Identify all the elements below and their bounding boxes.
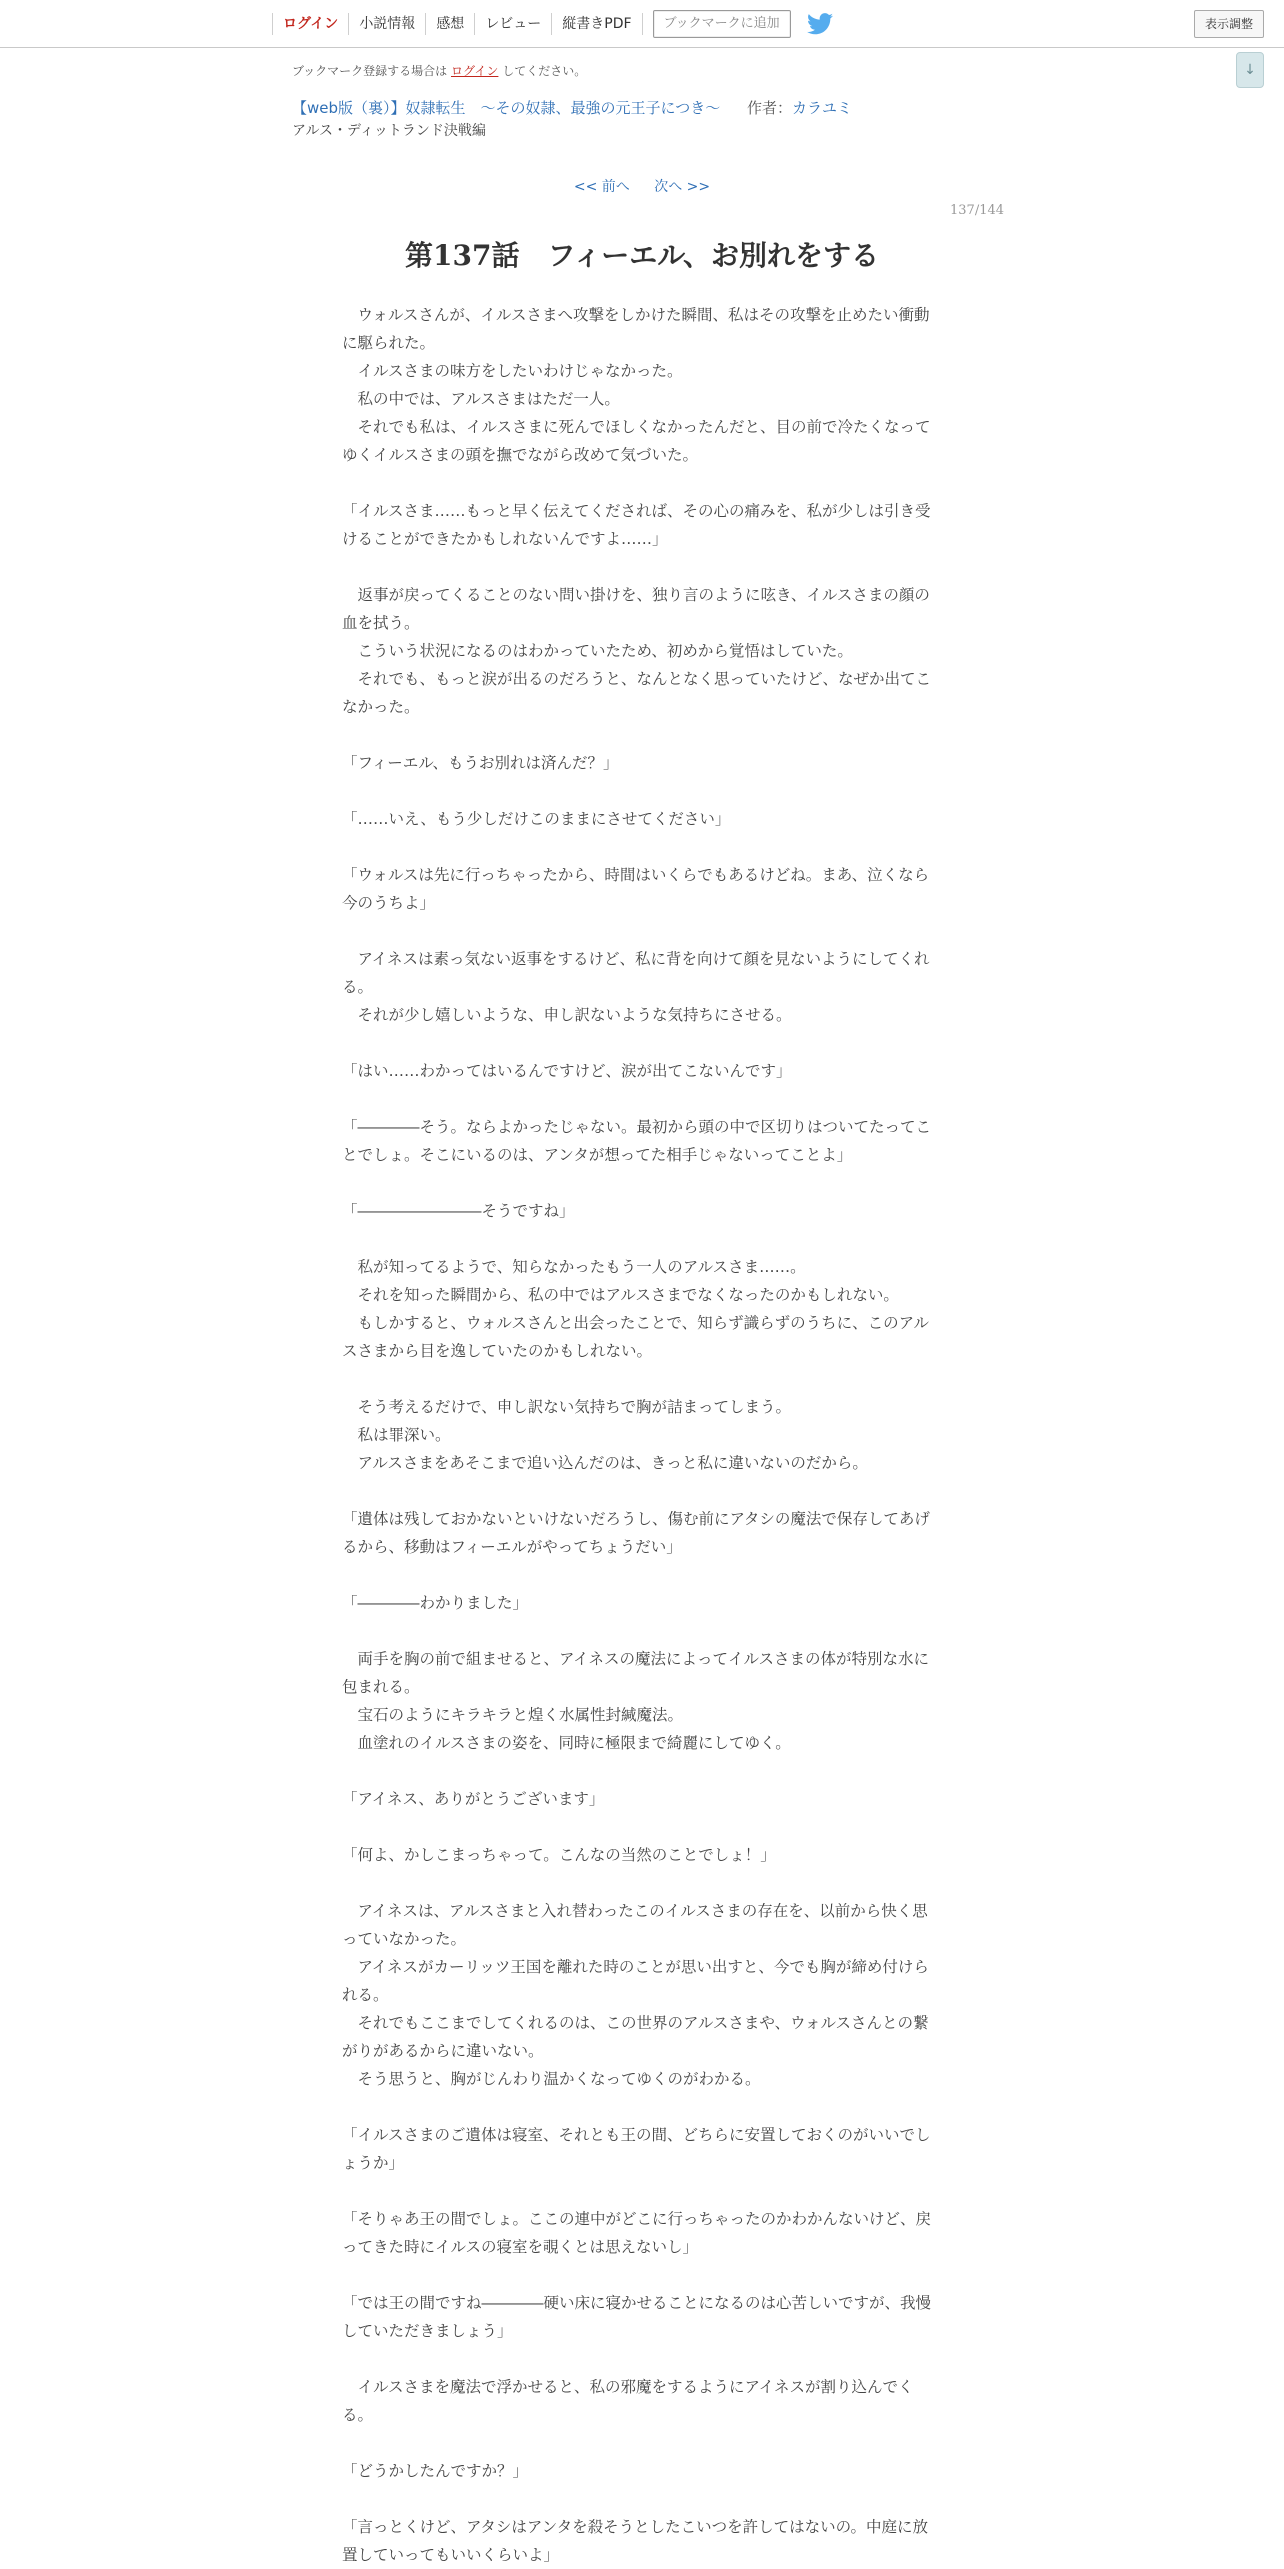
blank-line bbox=[342, 917, 936, 945]
bookmark-login-note bbox=[292, 62, 586, 79]
paragraph: 「遺体は残しておかないといけないだろうし、傷む前にアタシの魔法で保存してあげるから、移動はフィーエルがやってちょうだい」 bbox=[342, 1510, 930, 1556]
blank-line bbox=[342, 1757, 936, 1785]
chapter-body bbox=[342, 301, 936, 2569]
blank-line bbox=[342, 1813, 936, 1841]
nav-review-link[interactable]: レビュー bbox=[474, 13, 551, 35]
paragraph: それでも私は、イルスさまに死んでほしくなかったんだと、目の前で冷たくなってゆくイルスさまの頭を撫でながら改めて気づいた。 bbox=[342, 418, 931, 464]
paragraph: 私の中では、アルスさまはただ一人。 bbox=[342, 390, 620, 408]
paragraph: 「では王の間ですね――――硬い床に寝かせることになるのは心苦しいですが、我慢していただきましょう」 bbox=[342, 2294, 932, 2340]
paragraph: もしかすると、ウォルスさんと出会ったことで、知らず識らずのうちに、このアルスさまから目を逸していたのかもしれない。 bbox=[342, 1314, 929, 1360]
nav-novel-info-link[interactable]: 小説情報 bbox=[348, 13, 425, 35]
next-chapter-link[interactable]: 次へ >> bbox=[654, 179, 711, 195]
blank-line bbox=[342, 2345, 936, 2373]
blank-line bbox=[342, 2429, 936, 2457]
display-settings-button[interactable]: 表示調整 bbox=[1194, 10, 1264, 38]
nav-impressions-link[interactable]: 感想 bbox=[425, 13, 474, 35]
blank-line bbox=[342, 1365, 936, 1393]
twitter-bird-svg bbox=[807, 13, 833, 35]
paragraph: 私が知ってるようで、知らなかったもう一人のアルスさま……。 bbox=[342, 1258, 806, 1276]
series-info bbox=[292, 97, 852, 118]
blank-line bbox=[342, 2261, 936, 2289]
series-title-link[interactable]: 【web版（裏）】奴隷転生 ～その奴隷、最強の元王子につき～ bbox=[292, 99, 721, 117]
add-bookmark-button[interactable]: ブックマークに追加 bbox=[653, 10, 791, 38]
paragraph: それが少し嬉しいような、申し訳ないような気持ちにさせる。 bbox=[342, 1006, 792, 1024]
blank-line bbox=[342, 1029, 936, 1057]
login-note-suffix: してください。 bbox=[502, 64, 587, 78]
paragraph: アイネスがカーリッツ王国を離れた時のことが思い出すと、今でも胸が締め付けられる。 bbox=[342, 1958, 929, 2004]
blank-line bbox=[342, 469, 936, 497]
paragraph: アイネスは、アルスさまと入れ替わったこのイルスさまの存在を、以前から快く思っていなかった。 bbox=[342, 1902, 928, 1948]
paragraph: 「――――わかりました」 bbox=[342, 1594, 529, 1612]
prev-chapter-link[interactable]: << 前へ bbox=[573, 179, 630, 195]
paragraph: 「……いえ、もう少しだけこのままにさせてください」 bbox=[342, 810, 731, 828]
paragraph: アイネスは素っ気ない返事をするけど、私に背を向けて顔を見ないようにしてくれる。 bbox=[342, 950, 930, 996]
login-note-prefix: ブックマーク登録する場合は bbox=[292, 64, 448, 78]
paragraph: イルスさまの味方をしたいわけじゃなかった。 bbox=[342, 362, 683, 380]
blank-line bbox=[342, 553, 936, 581]
nav-pdf-link[interactable]: 縦書きPDF bbox=[551, 13, 642, 35]
paragraph: 「フィーエル、もうお別れは済んだ？」 bbox=[342, 754, 619, 772]
author-link[interactable]: カラユミ bbox=[792, 99, 853, 117]
nav-login-link[interactable]: ログイン bbox=[272, 13, 348, 35]
paragraph: 「――――――――そうですね」 bbox=[342, 1202, 575, 1220]
blank-line bbox=[342, 2093, 936, 2121]
paragraph: 両手を胸の前で組ませると、アイネスの魔法によってイルスさまの体が特別な水に包まれる。 bbox=[342, 1650, 929, 1696]
paragraph: それでも、もっと涙が出るのだろうと、なんとなく思っていたけど、なぜか出てこなかった。 bbox=[342, 670, 932, 716]
paragraph: 「イルスさまのご遺体は寝室、それとも王の間、どちらに安置しておくのがいいでしょうか」 bbox=[342, 2126, 931, 2172]
paragraph: そう考えるだけで、申し訳ない気持ちで胸が詰まってしまう。 bbox=[342, 1398, 792, 1416]
scroll-down-arrow-icon[interactable]: ↓ bbox=[1236, 52, 1264, 88]
paragraph: イルスさまを魔法で浮かせると、私の邪魔をするようにアイネスが割り込んでくる。 bbox=[342, 2378, 914, 2424]
blank-line bbox=[342, 1085, 936, 1113]
paragraph: それでもここまでしてくれるのは、この世界のアルスさまや、ウォルスさんとの繋がりがあるからに違いない。 bbox=[342, 2014, 929, 2060]
blank-line bbox=[342, 833, 936, 861]
blank-line bbox=[342, 1477, 936, 1505]
blank-line bbox=[342, 2485, 936, 2513]
blank-line bbox=[342, 1617, 936, 1645]
arc-title: アルス・ディットランド決戦編 bbox=[292, 123, 486, 139]
blank-line bbox=[342, 2177, 936, 2205]
login-note-link[interactable]: ログイン bbox=[451, 64, 499, 78]
paragraph: 「はい……わかってはいるんですけど、涙が出てこないんです」 bbox=[342, 1062, 792, 1080]
paragraph: アルスさまをあそこまで追い込んだのは、きっと私に違いないのだから。 bbox=[342, 1454, 868, 1472]
blank-line bbox=[342, 721, 936, 749]
blank-line bbox=[342, 1169, 936, 1197]
paragraph: 「イルスさま……もっと早く伝えてくだされば、その心の痛みを、私が少しは引き受けることができたかもしれないんですよ……」 bbox=[342, 502, 931, 548]
paragraph: 「どうかしたんですか？」 bbox=[342, 2462, 529, 2480]
paragraph: 「――――そう。ならよかったじゃない。最初から頭の中で区切りはついてたってことでしょ。そこにいるのは、アンタが想ってた相手じゃないってことよ」 bbox=[342, 1118, 932, 1164]
author-label: 作者： bbox=[747, 99, 793, 117]
chapter-count: 137/144 bbox=[950, 203, 1005, 218]
blank-line bbox=[342, 777, 936, 805]
blank-line bbox=[342, 1225, 936, 1253]
paragraph: 私は罪深い。 bbox=[342, 1426, 451, 1444]
chapter-pager bbox=[0, 176, 1284, 196]
paragraph: 血塗れのイルスさまの姿を、同時に極限まで綺麗にしてゆく。 bbox=[342, 1734, 791, 1752]
paragraph: そう思うと、胸がじんわり温かくなってゆくのがわかる。 bbox=[342, 2070, 761, 2088]
top-navigation-bar bbox=[0, 0, 1284, 48]
paragraph: 「アイネス、ありがとうございます」 bbox=[342, 1790, 605, 1808]
paragraph: 「何よ、かしこまっちゃって。こんなの当然のことでしょ！」 bbox=[342, 1846, 776, 1864]
chapter-title: 第137話 フィーエル、お別れをする bbox=[405, 239, 879, 272]
paragraph: 「ウォルスは先に行っちゃったから、時間はいくらでもあるけどね。まあ、泣くなら今のうちよ」 bbox=[342, 866, 930, 912]
paragraph: 「そりゃあ王の間でしょ。ここの連中がどこに行っちゃったのかわかんないけど、戻ってきた時にイルスの寝室を覗くとは思えないし」 bbox=[342, 2210, 932, 2256]
paragraph: それを知った瞬間から、私の中ではアルスさまでなくなったのかもしれない。 bbox=[342, 1286, 899, 1304]
twitter-bird-icon[interactable] bbox=[807, 13, 833, 35]
paragraph: 「言っとくけど、アタシはアンタを殺そうとしたこいつを許してはないの。中庭に放置していってもいいくらいよ」 bbox=[342, 2518, 929, 2564]
blank-line bbox=[342, 1561, 936, 1589]
blank-line bbox=[342, 1869, 936, 1897]
paragraph: ウォルスさんが、イルスさまへ攻撃をしかけた瞬間、私はその攻撃を止めたい衝動に駆られた。 bbox=[342, 306, 930, 352]
paragraph: 返事が戻ってくることのない問い掛けを、独り言のように呟き、イルスさまの顔の血を拭う。 bbox=[342, 586, 930, 632]
paragraph: こういう状況になるのはわかっていたため、初めから覚悟はしていた。 bbox=[342, 642, 853, 660]
global-nav bbox=[272, 9, 833, 39]
paragraph: 宝石のようにキラキラと煌く水属性封緘魔法。 bbox=[342, 1706, 684, 1724]
